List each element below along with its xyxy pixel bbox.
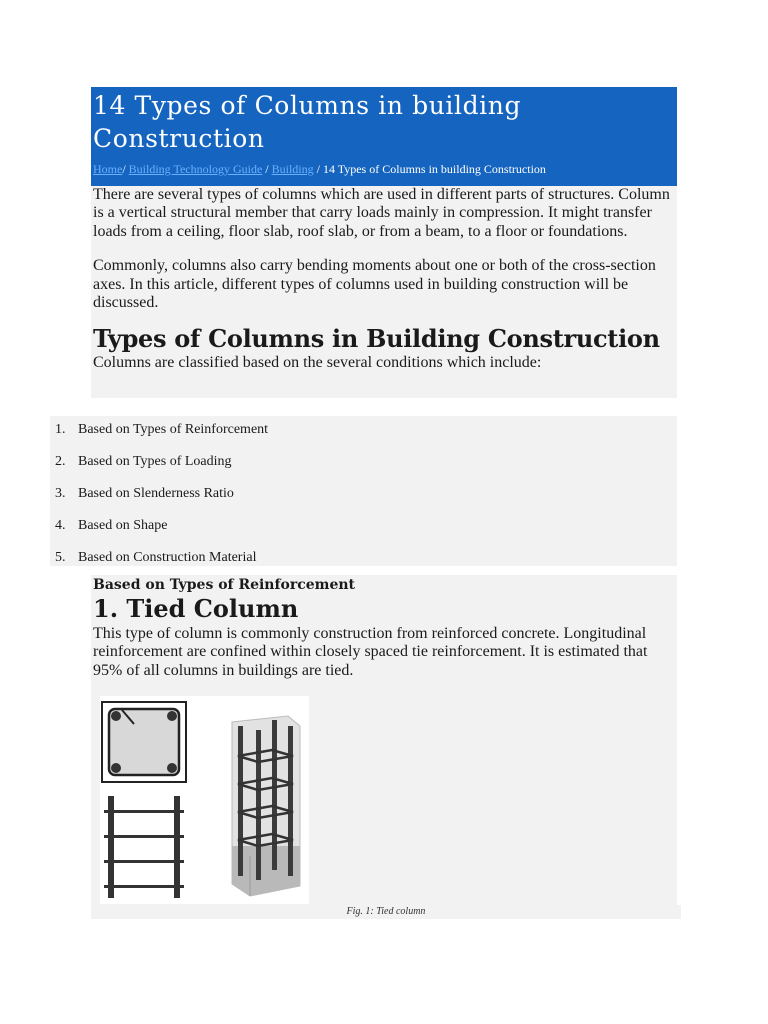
breadcrumb-separator: / xyxy=(262,162,272,176)
article-header xyxy=(91,87,677,186)
breadcrumb-separator: / xyxy=(122,162,129,176)
breadcrumb xyxy=(93,161,546,177)
breadcrumb-guide-link[interactable]: Building Technology Guide xyxy=(128,162,263,176)
list-item: 2. Based on Types of Loading xyxy=(55,454,232,469)
intro-section xyxy=(91,186,677,398)
breadcrumb-current: / 14 Types of Columns in building Construction xyxy=(313,162,546,176)
types-heading: Types of Columns in Building Construction xyxy=(93,324,660,354)
breadcrumb-building-link[interactable]: Building xyxy=(271,162,314,176)
list-item: 5. Based on Construction Material xyxy=(55,550,257,565)
intro-paragraph-2: Commonly, columns also carry bending moments about one or both of the cross-section axes. In this article, different types of columns used in building construction will be discussed. xyxy=(93,257,656,312)
list-item: 4. Based on Shape xyxy=(55,518,168,533)
figure-caption: Fig. 1: Tied column xyxy=(91,905,681,919)
section-subheading: Based on Types of Reinforcement xyxy=(93,577,356,593)
page-title: 14 Types of Columns in building Construction xyxy=(93,91,522,153)
classification-list xyxy=(50,416,677,566)
section-body: This type of column is commonly construction from reinforced concrete. Longitudinal reinforcement are confined within closely spaced tie reinforcement. It is estimated that 95% of all columns in buildings are tied. xyxy=(93,625,648,679)
list-item: 3. Based on Slenderness Ratio xyxy=(55,486,234,501)
intro-paragraph-1: There are several types of columns which are used in different parts of structures. Column is a vertical structural member that carry loads mainly in compression. It might transfer loads from a ceiling, floor slab, roof slab, or from a beam, to a floor or foundations. xyxy=(93,186,670,240)
breadcrumb-home-link[interactable]: Home xyxy=(93,162,123,176)
types-lead: Columns are classified based on the several conditions which include: xyxy=(93,354,542,372)
list-item: 1. Based on Types of Reinforcement xyxy=(55,422,269,437)
tied-column-figure xyxy=(100,696,309,904)
section-heading: 1. Tied Column xyxy=(93,594,299,623)
tied-column-illustration xyxy=(100,696,309,904)
